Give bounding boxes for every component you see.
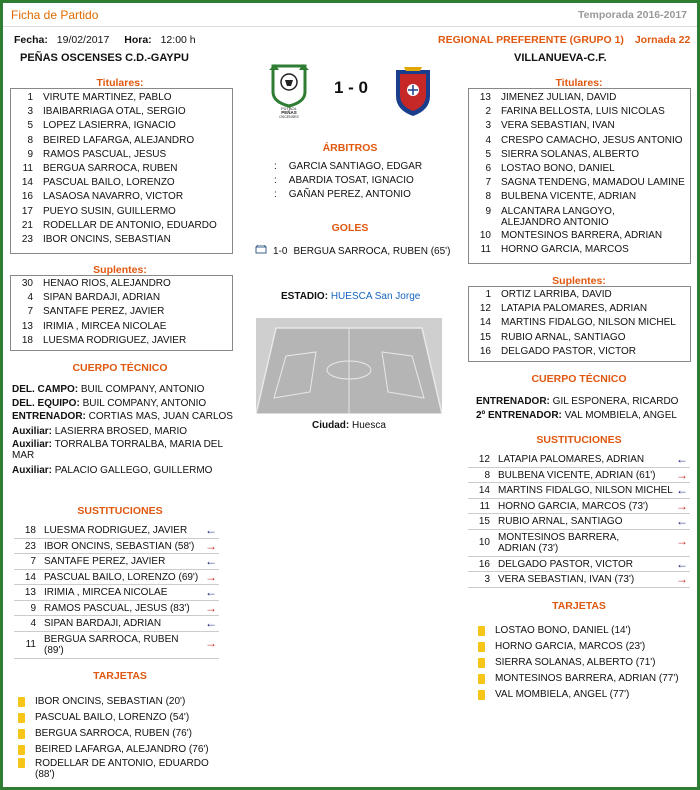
- arrow-left-icon: ←: [205, 554, 217, 568]
- yellow-card-icon: [478, 674, 485, 684]
- substitution-row[interactable]: [468, 452, 690, 468]
- arrow-left-icon: ←: [676, 452, 688, 466]
- staff-role: Auxiliar:: [12, 426, 53, 437]
- substitution-row[interactable]: [468, 557, 690, 573]
- card-player: BEIRED LAFARGA, ALEJANDRO (76'): [35, 744, 209, 755]
- player-number: 3: [484, 574, 490, 585]
- player-name: IBOR ONCINS, SEBASTIAN: [43, 233, 171, 245]
- yellow-card-icon: [18, 729, 25, 739]
- substitution-row[interactable]: [14, 570, 219, 586]
- card-player: LOSTAO BONO, DANIEL (14'): [495, 625, 631, 636]
- player-row[interactable]: [469, 105, 690, 119]
- staff-role: ENTRENADOR:: [476, 396, 550, 407]
- away-subs-header: Suplentes:: [552, 275, 606, 287]
- player-name: MONTESINOS BARRERA, ADRIAN (73'): [498, 531, 620, 554]
- goal-row: [255, 245, 465, 257]
- player-number: 3: [485, 120, 491, 132]
- arrow-right-icon: →: [205, 635, 217, 650]
- home-cards-header: TARJETAS: [93, 670, 147, 682]
- player-number: 23: [24, 540, 36, 552]
- arrow-left-icon: ←: [676, 514, 688, 528]
- arrow-left-icon: ←: [205, 585, 217, 599]
- player-name: SIPAN BARDAJI, ADRIAN: [44, 618, 162, 629]
- substitution-row[interactable]: [468, 499, 690, 515]
- player-number: 12: [478, 454, 490, 465]
- away-starters-header: Titulares:: [555, 77, 603, 89]
- staff-name: TORRALBA TORRALBA, MARIA DEL MAR: [12, 439, 223, 461]
- arrow-right-icon: →: [676, 498, 688, 513]
- player-number: 14: [479, 317, 491, 329]
- home-staff-list: [12, 383, 234, 478]
- player-row[interactable]: [469, 288, 690, 302]
- player-name: MONTESINOS BARRERA, ADRIAN: [501, 229, 663, 241]
- substitution-row[interactable]: [14, 616, 219, 632]
- bullet-icon: :: [274, 189, 277, 200]
- player-number: 13: [21, 320, 33, 332]
- card-player: BERGUA SARROCA, RUBEN (76'): [35, 728, 192, 739]
- player-name: SANTAFE PEREZ, JAVIER: [43, 306, 165, 318]
- staff-name: GIL ESPONERA, RICARDO: [552, 396, 679, 407]
- city-label: Ciudad:: [312, 420, 350, 431]
- player-name: SIPAN BARDAJI, ADRIAN: [43, 292, 161, 304]
- player-number: 8: [484, 469, 490, 481]
- staff-row: [12, 464, 234, 478]
- player-name: JIMENEZ JULIAN, DAVID: [501, 92, 617, 103]
- away-cards-list: [478, 623, 690, 703]
- player-row[interactable]: [469, 243, 690, 257]
- away-staff-header: CUERPO TÉCNICO: [531, 373, 627, 385]
- yellow-card-icon: [18, 758, 25, 768]
- staff-row: [476, 395, 698, 409]
- home-team-logo: [265, 62, 313, 118]
- card-player: IBOR ONCINS, SEBASTIAN (20'): [35, 696, 186, 707]
- card-player: RODELLAR DE ANTONIO, EDUARDO (88'): [35, 758, 209, 780]
- yellow-card-icon: [478, 690, 485, 700]
- player-row[interactable]: [11, 320, 232, 334]
- player-row[interactable]: [11, 148, 232, 162]
- card-player: MONTESINOS BARRERA, ADRIAN (77'): [495, 673, 679, 684]
- city-value: Huesca: [352, 420, 386, 431]
- player-number: 11: [480, 243, 491, 255]
- substitution-row[interactable]: [468, 514, 690, 530]
- away-subs-table: [468, 286, 691, 362]
- staff-row: [476, 409, 698, 423]
- player-row[interactable]: [11, 105, 232, 119]
- player-row[interactable]: [469, 176, 690, 190]
- player-row[interactable]: [11, 176, 232, 190]
- card-row: [18, 742, 228, 758]
- player-name: RODELLAR DE ANTONIO, EDUARDO: [43, 219, 217, 231]
- player-number: 18: [24, 525, 36, 536]
- substitution-row[interactable]: [14, 523, 219, 539]
- player-name: VIRUTE MARTINEZ, PABLO: [43, 92, 172, 103]
- page-title: Ficha de Partido: [11, 8, 99, 22]
- staff-row: [12, 411, 234, 422]
- home-starters-header: Titulares:: [96, 77, 144, 89]
- player-name: FARINA BELLOSTA, LUIS NICOLAS: [501, 106, 665, 118]
- player-number: 7: [27, 306, 33, 318]
- player-row[interactable]: [11, 334, 232, 348]
- home-logo-text-3: OSCENSES: [279, 115, 299, 118]
- player-name: SAGNA TENDENG, MAMADOU LAMINE: [501, 177, 685, 189]
- player-row[interactable]: [11, 305, 232, 319]
- player-number: 9: [485, 205, 491, 217]
- player-number: 14: [24, 571, 36, 583]
- player-name: BEIRED LAFARGA, ALEJANDRO: [43, 134, 195, 146]
- player-number: 4: [27, 292, 33, 304]
- staff-role: ENTRENADOR:: [12, 411, 86, 422]
- player-row[interactable]: [11, 91, 232, 105]
- player-number: 4: [485, 134, 491, 146]
- player-number: 17: [21, 205, 33, 217]
- player-number: 9: [27, 148, 33, 160]
- player-name: CRESPO CAMACHO, JESUS ANTONIO: [501, 134, 683, 146]
- staff-row: [12, 383, 234, 397]
- card-player: SIERRA SOLANAS, ALBERTO (71'): [495, 657, 656, 668]
- card-player: VAL MOMBIELA, ANGEL (77'): [495, 689, 630, 700]
- staff-name: CORTIAS MAS, JUAN CARLOS: [88, 411, 233, 422]
- player-name: ORTIZ LARRIBA, DAVID: [501, 289, 612, 300]
- player-name: BERGUA SARROCA, RUBEN (89'): [44, 633, 179, 656]
- player-row[interactable]: [11, 205, 232, 219]
- player-number: 13: [479, 92, 491, 103]
- staff-row: [12, 425, 234, 439]
- player-row[interactable]: [469, 162, 690, 176]
- home-logo-text-1: FÚTBOL: [281, 106, 297, 111]
- player-name: RUBIO ARNAL, SANTIAGO: [498, 516, 623, 527]
- arrow-left-icon: ←: [205, 523, 217, 537]
- player-number: 1: [27, 92, 33, 103]
- player-number: 7: [485, 177, 491, 189]
- player-row[interactable]: [11, 277, 232, 291]
- player-number: 8: [27, 134, 33, 146]
- substitution-row[interactable]: [14, 632, 219, 659]
- card-row: [478, 639, 690, 655]
- home-substitutions-header: SUSTITUCIONES: [77, 505, 163, 517]
- yellow-card-icon: [18, 713, 25, 723]
- player-row[interactable]: [469, 190, 690, 204]
- arrow-right-icon: →: [676, 533, 688, 548]
- player-number: 11: [479, 500, 490, 512]
- stadium-photo: [256, 318, 442, 414]
- yellow-card-icon: [478, 658, 485, 668]
- bullet-icon: :: [274, 175, 277, 186]
- home-team-name: PEÑAS OSCENSES C.D.-GAYPU: [20, 52, 189, 64]
- stadium-info: [281, 291, 420, 302]
- away-starters-table: [468, 88, 691, 264]
- match-time: 12:00 h: [160, 34, 196, 46]
- away-substitutions-header: SUSTITUCIONES: [536, 434, 622, 446]
- player-name: RAMOS PASCUAL, JESUS (83'): [44, 602, 190, 614]
- player-name: ALCANTARA LANGOYO, ALEJANDRO ANTONIO: [501, 205, 615, 228]
- player-name: PASCUAL BAILO, LORENZO: [43, 177, 175, 189]
- stadium-label: ESTADIO:: [281, 291, 329, 302]
- player-number: 8: [485, 191, 491, 203]
- player-name: HORNO GARCIA, MARCOS: [501, 243, 629, 255]
- player-row[interactable]: [11, 233, 232, 247]
- player-number: 23: [21, 233, 33, 245]
- player-number: 11: [25, 639, 36, 650]
- staff-name: BUIL COMPANY, ANTONIO: [82, 398, 207, 409]
- yellow-card-icon: [478, 642, 485, 652]
- player-name: PASCUAL BAILO, LORENZO (69'): [44, 571, 199, 583]
- substitution-row[interactable]: [14, 554, 219, 570]
- staff-row: [12, 439, 234, 461]
- arrow-right-icon: →: [205, 538, 217, 553]
- referee-row: [274, 188, 464, 202]
- player-name: HENAO RIOS, ALEJANDRO: [43, 278, 171, 289]
- home-substitutions-list: [14, 523, 219, 659]
- player-row[interactable]: [11, 134, 232, 148]
- home-subs-header: Suplentes:: [93, 264, 147, 276]
- card-row: [478, 655, 690, 671]
- staff-name: LASIERRA BROSED, MARIO: [54, 426, 188, 437]
- away-team-name: VILLANUEVA-C.F.: [514, 52, 607, 64]
- title-bar: [3, 3, 697, 27]
- substitution-row[interactable]: [14, 601, 219, 617]
- player-name: RUBIO ARNAL, SANTIAGO: [501, 331, 626, 343]
- staff-role: 2º ENTRENADOR:: [476, 410, 562, 421]
- player-number: 13: [24, 587, 36, 598]
- player-number: 15: [478, 516, 490, 527]
- player-number: 14: [21, 177, 33, 189]
- competition-name: REGIONAL PREFERENTE (GRUPO 1): [438, 34, 624, 46]
- player-name: DELGADO PASTOR, VICTOR: [501, 345, 637, 357]
- player-name: IRIMIA , MIRCEA NICOLAE: [43, 320, 167, 332]
- staff-name: BUIL COMPANY, ANTONIO: [80, 384, 205, 395]
- player-name: VERA SEBASTIAN, IVAN (73'): [498, 574, 635, 585]
- staff-role: Auxiliar:: [12, 439, 53, 450]
- round-label: Jornada 22: [634, 34, 691, 46]
- player-number: 16: [478, 558, 490, 570]
- stadium-link[interactable]: HUESCA San Jorge: [330, 291, 421, 302]
- referee-name: GARCIA SANTIAGO, EDGAR: [288, 161, 423, 172]
- substitution-row[interactable]: [14, 539, 219, 555]
- player-number: 16: [479, 345, 491, 357]
- home-starters-table: [10, 88, 233, 254]
- player-name: LATAPIA PALOMARES, ADRIAN: [498, 454, 645, 465]
- player-row[interactable]: [469, 316, 690, 330]
- player-number: 11: [22, 162, 33, 174]
- player-row[interactable]: [11, 162, 232, 176]
- player-number: 6: [485, 162, 491, 174]
- player-number: 5: [27, 120, 33, 132]
- time-label: Hora:: [124, 34, 152, 46]
- substitution-row[interactable]: [14, 585, 219, 601]
- player-row[interactable]: [469, 229, 690, 243]
- arrow-right-icon: →: [676, 572, 688, 586]
- player-number: 14: [478, 485, 490, 496]
- referee-name: ABARDIA TOSAT, IGNACIO: [288, 175, 414, 186]
- staff-role: DEL. EQUIPO:: [12, 398, 80, 409]
- card-player: HORNO GARCIA, MARCOS (23'): [495, 641, 646, 652]
- player-name: DELGADO PASTOR, VICTOR: [498, 558, 634, 570]
- city-info: [312, 420, 386, 431]
- player-number: 18: [21, 334, 33, 346]
- player-row[interactable]: [11, 291, 232, 305]
- player-number: 5: [485, 148, 491, 160]
- player-name: IBOR ONCINS, SEBASTIAN (58'): [44, 540, 195, 552]
- player-number: 30: [21, 278, 33, 289]
- card-player: PASCUAL BAILO, LORENZO (54'): [35, 712, 190, 723]
- player-number: 2: [485, 106, 491, 118]
- player-row[interactable]: [469, 134, 690, 148]
- player-name: LUESMA RODRIGUEZ, JAVIER: [43, 334, 187, 346]
- match-score: 1 - 0: [333, 78, 369, 97]
- bullet-icon: :: [274, 161, 277, 172]
- card-row: [478, 671, 690, 687]
- player-name: SANTAFE PEREZ, JAVIER: [44, 556, 166, 567]
- player-row[interactable]: [11, 119, 232, 133]
- card-row: [18, 758, 228, 784]
- player-row[interactable]: [469, 205, 690, 229]
- player-name: IRIMIA , MIRCEA NICOLAE: [44, 587, 168, 598]
- arrow-right-icon: →: [205, 569, 217, 584]
- referees-list: [274, 160, 464, 202]
- arrow-left-icon: ←: [676, 556, 688, 571]
- away-staff-list: [476, 395, 698, 423]
- player-name: HORNO GARCIA, MARCOS (73'): [498, 500, 649, 512]
- yellow-card-icon: [18, 745, 25, 755]
- player-number: 16: [21, 191, 33, 203]
- player-number: 4: [30, 618, 36, 629]
- competition: [438, 34, 690, 46]
- match-date-time: [14, 34, 196, 46]
- player-number: 10: [479, 229, 491, 241]
- player-name: IBAIBARRIAGA OTAL, SERGIO: [43, 106, 186, 118]
- player-name: LOSTAO BONO, DANIEL: [501, 162, 615, 174]
- match-date: 19/02/2017: [56, 34, 110, 46]
- player-name: LASAOSA NAVARRO, VICTOR: [43, 191, 184, 203]
- arrow-right-icon: →: [205, 600, 217, 615]
- away-substitutions-list: [468, 452, 690, 588]
- goals-list: [255, 245, 465, 257]
- player-row[interactable]: [11, 190, 232, 204]
- arrow-right-icon: →: [676, 467, 688, 482]
- player-row[interactable]: [469, 345, 690, 359]
- staff-role: DEL. CAMPO:: [12, 384, 79, 395]
- player-name: SIERRA SOLANAS, ALBERTO: [501, 148, 640, 160]
- player-row[interactable]: [469, 91, 690, 105]
- arrow-left-icon: ←: [205, 616, 217, 630]
- player-name: BULBENA VICENTE, ADRIAN: [501, 191, 637, 203]
- player-row[interactable]: [469, 148, 690, 162]
- player-name: MARTINS FIDALGO, NILSON MICHEL: [498, 485, 673, 496]
- player-number: 10: [478, 537, 490, 548]
- player-number: 3: [27, 106, 33, 118]
- away-cards-header: TARJETAS: [552, 600, 606, 612]
- card-row: [478, 687, 690, 703]
- player-name: LOPEZ LASIERRA, IGNACIO: [43, 120, 176, 132]
- player-name: MARTINS FIDALGO, NILSON MICHEL: [501, 317, 676, 329]
- player-number: 21: [21, 219, 33, 231]
- substitution-row[interactable]: [468, 468, 690, 484]
- referee-row: [274, 160, 464, 174]
- home-logo-text-2: PEÑAS: [281, 110, 297, 115]
- player-number: 15: [479, 331, 491, 343]
- player-number: 1: [485, 289, 491, 300]
- arrow-left-icon: ←: [676, 483, 688, 497]
- player-row[interactable]: [469, 302, 690, 316]
- goals-header: GOLES: [331, 222, 369, 234]
- home-staff-header: CUERPO TÉCNICO: [72, 362, 168, 374]
- substitution-row[interactable]: [468, 572, 690, 588]
- player-name: LUESMA RODRIGUEZ, JAVIER: [44, 525, 188, 536]
- player-number: 12: [479, 303, 491, 315]
- staff-row: [12, 397, 234, 411]
- home-subs-table: [10, 275, 233, 351]
- goal-net-icon: [255, 246, 267, 257]
- player-row[interactable]: [11, 219, 232, 233]
- yellow-card-icon: [18, 697, 25, 707]
- away-team-logo: [390, 62, 436, 118]
- player-name: BULBENA VICENTE, ADRIAN (61'): [498, 469, 656, 481]
- card-row: [18, 726, 228, 742]
- substitution-row[interactable]: [468, 530, 690, 557]
- season-label: Temporada 2016-2017: [578, 9, 687, 21]
- player-name: LATAPIA PALOMARES, ADRIAN: [501, 303, 648, 315]
- date-label: Fecha:: [14, 34, 48, 46]
- referee-row: [274, 174, 464, 188]
- player-name: RAMOS PASCUAL, JESUS: [43, 148, 167, 160]
- home-cards-list: [18, 694, 228, 784]
- player-number: 7: [30, 556, 36, 567]
- player-name: BERGUA SARROCA, RUBEN: [43, 162, 178, 174]
- card-row: [18, 710, 228, 726]
- referee-name: GAÑAN PEREZ, ANTONIO: [288, 189, 411, 200]
- staff-role: Auxiliar:: [12, 465, 53, 476]
- player-number: 9: [30, 602, 36, 614]
- card-row: [18, 694, 228, 710]
- player-row[interactable]: [469, 119, 690, 133]
- player-name: VERA SEBASTIAN, IVAN: [501, 120, 615, 132]
- goal-player: BERGUA SARROCA, RUBEN (65'): [293, 246, 451, 257]
- card-row: [478, 623, 690, 639]
- goal-score: 1-0: [273, 246, 288, 257]
- substitution-row[interactable]: [468, 483, 690, 499]
- staff-name: VAL MOMBIELA, ANGEL: [564, 410, 677, 421]
- referees-header: ÁRBITROS: [322, 142, 378, 154]
- player-name: PUEYO SUSIN, GUILLERMO: [43, 205, 176, 217]
- player-row[interactable]: [469, 331, 690, 345]
- yellow-card-icon: [478, 626, 485, 636]
- staff-name: PALACIO GALLEGO, GUILLERMO: [54, 465, 213, 476]
